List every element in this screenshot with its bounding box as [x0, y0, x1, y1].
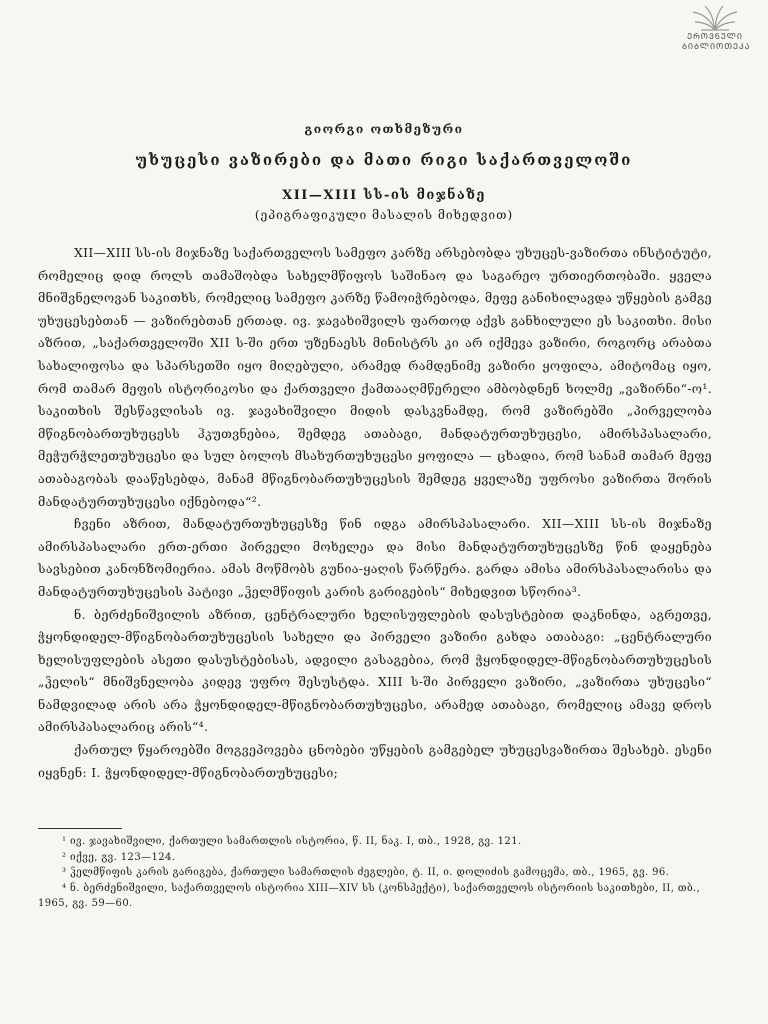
article-body: [38, 242, 712, 784]
logo-text-line-2: ᲑᲘᲑᲚᲘᲝᲗᲔᲙᲐ: [682, 42, 751, 51]
paragraph: ქართულ წყაროებში მოგვეპოვება ცნობები უწყების გამგებელ უხუცესვაზირთა შესახებ. ესენი იყვნენ: I. ჭყონდიდელ-მწიგნობართუხუცესი;: [38, 742, 712, 780]
article-subtitle-note: (ეპიგრაფიკული მასალის მიხედვით): [254, 208, 514, 222]
library-logo: [682, 4, 751, 52]
author-name: გიორგი ოთხმეზური: [304, 122, 464, 136]
article-title: უხუცესი ვაზირები და მათი რიგი საქართველოში: [135, 151, 633, 169]
leaf-emblem-icon: [689, 4, 741, 32]
footnote-divider: [38, 828, 122, 829]
footnote: ² იქვე, გვ. 123—124.: [62, 851, 176, 863]
footnotes: [38, 834, 712, 912]
footnote: ⁴ ნ. ბერძენიშვილი, საქართველოს ისტორია XIII—XIV სს (კონსპექტი), საქართველოს ისტორიის საკითხები, II, თბ., 1965, გვ. 59—60.: [38, 882, 701, 909]
logo-text-line-1: ᲔᲠᲝᲕᲜᲣᲚᲘ: [687, 32, 743, 41]
footnote: ¹ ივ. ჯავახიშვილი, ქართული სამართლის ისტორია, წ. II, ნაკ. I, თბ., 1928, გვ. 121.: [62, 836, 522, 847]
article-subtitle: XII—XIII სს-ის მიჯნაზე: [282, 188, 486, 203]
paragraph: ნ. ბერძენიშვილის აზრით, ცენტრალური ხელისუფლების დასუსტებით დაკნინდა, აგრეთვე, ჭყონდიდელ-მწიგნობართუხუცესის სახელი და პირველი ვაზირი გახდა ათაბაგი: „ცენტრალური ხელისუფლების ასეთი დასუსტებისას, ადვილი გასაგებია, რომ ჭყონდიდელ-მწიგნობართუხუცესის „ჴელის“ მნიშვნელობა კიდევ უფრო შესუსტდა. XIII ს-ში პირველი ვაზირი, „ვაზირთა უხუცესი“ ნამდვილად არის არა ჭყონდიდელ-მწიგნობართუხუცესი, არამედ ათაბაგი, რომელიც ამავე დროს ამირსპასალარიც არის“⁴.: [38, 606, 712, 735]
paragraph: XII—XIII სს-ის მიჯნაზე საქართველოს სამეფო კარზე არსებობდა უხუცეს-ვაზირთა ინსტიტუტი, რომელიც დიდ როლს თამაშობდა სახელმწიფოს საშინაო და საგარეო ურთიერთობაში. ყველა მნიშვნელოვან საკითხს, რომელიც სამეფო კარზე წამოიჭრებოდა, მეფე განიხილავდა უწყების გამგე უხუცესებთან — ვაზირებთან ერთად. ივ. ჯავახიშვილს ფართოდ აქვს განხილული ეს საკითხი. მისი აზრით, „საქართველოში XII ს-ში ერთ უზენაესს მინისტრს კი არ იქმევა ვაზირი, როგორც არაბთა სახალიფოსა და სპარსეთში იყო მიღებული, არამედ რამდენიმე ვაზირი ყოფილა, ამიტომაც იყო, რომ თამარ მეფის ისტორიკოსი და ქართველი ქამთააღმწერელი ამბობდნენ ხოლმე „ვაზირნი“-ო¹. საკითხის შესწავლისას ივ. ჯავახიშვილი მიდის დასკვნამდე, რომ ვაზირებში „პირველობა მწიგნობართუხუცესს ჰკუთვნებია, შემდეგ ათაბაგი, მანდატურთუხუცესი, ამირსპასალარი, მეჭურჭლეთუხუცესი და სულ ბოლოს მსახურთუხუცესი ყოფილა — ცხადია, რომ სანამ თამარ მეფე ათაბაგობას დააწესებდა, მანამ მწიგნობართუხუცესის შემდეგ ყველაზე უფროსი ვაზირთა შორის მანდატურთუხუცესი იქნებოდა“².: [38, 245, 712, 509]
paragraph: ჩვენი აზრით, მანდატურთუხუცესზე წინ იდგა ამირსპასალარი. XII—XIII სს-ის მიჯნაზე ამირსპასალარი ერთ-ერთი პირველი მოხელეა და მისი მანდატურთუხუცესზე წინ დაყენება სავსებით კანონზომიერია. ამას მოწმობს გუნია-ყაღის წარწერა. გარდა ამისა ამირსპასალარისა და მანდატურთუხუცესის პატივი „ჴელმწიფის კარის გარიგების“ მიხედვით სწორია³.: [38, 516, 712, 599]
footnote: ³ ჴელმწიფის კარის გარიგება, ქართული სამართლის ძეგლები, ტ. II, ი. დოლიძის გამოცემა, თბ., 1965, გვ. 96.: [62, 867, 670, 878]
